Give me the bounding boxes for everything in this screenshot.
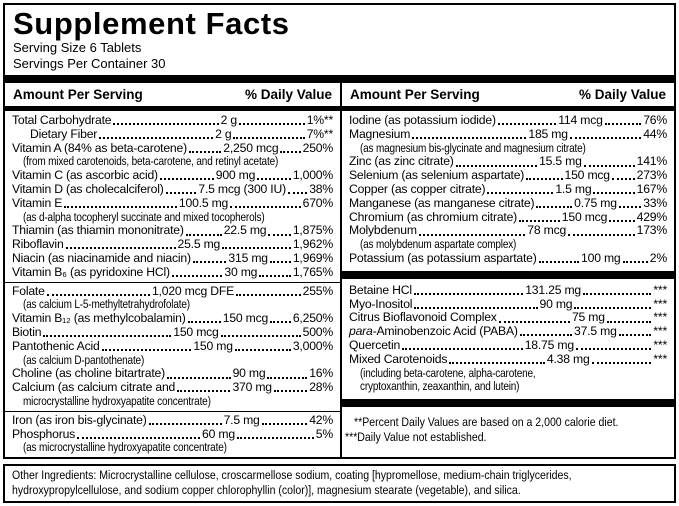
nutrient-name: Calcium (as calcium citrate and bbox=[12, 380, 176, 395]
nutrient-source-note bbox=[5, 395, 340, 409]
nutrient-row bbox=[342, 169, 674, 183]
dotted-leader bbox=[172, 275, 223, 277]
nutrient-name: para-Aminobenzoic Acid (PABA) bbox=[349, 324, 518, 339]
thin-divider bbox=[5, 411, 340, 412]
nutrient-name: Vitamin E bbox=[12, 195, 63, 210]
nutrient-amount: 1.5 mg bbox=[555, 181, 592, 196]
dotted-leader bbox=[233, 137, 304, 139]
column-header-right bbox=[342, 83, 674, 106]
nutrient-name: Folate bbox=[12, 283, 45, 298]
dotted-leader bbox=[267, 377, 307, 379]
amount-per-serving-header: Amount Per Serving bbox=[350, 87, 480, 102]
dotted-leader bbox=[188, 321, 221, 323]
nutrient-row bbox=[342, 284, 674, 298]
nutrient-daily-value: 429% bbox=[636, 209, 667, 224]
nutrient-row bbox=[5, 183, 340, 197]
nutrient-amount: 22.5 mg bbox=[223, 223, 267, 238]
nutrient-daily-value: 16% bbox=[309, 366, 333, 381]
footnote-not-established bbox=[345, 430, 666, 445]
nutrient-source-note-text: (as calcium L-5-methyltetrahydrofolate) bbox=[23, 297, 190, 312]
nutrient-amount: 150 mcg bbox=[173, 324, 219, 339]
amount-per-serving-header: Amount Per Serving bbox=[13, 87, 143, 102]
nutrient-daily-value: 273% bbox=[636, 168, 667, 183]
dotted-leader bbox=[619, 334, 652, 336]
nutrient-daily-value: 44% bbox=[643, 126, 667, 141]
dotted-leader bbox=[402, 348, 523, 350]
other-ingredients-box bbox=[3, 464, 676, 503]
dotted-leader bbox=[583, 293, 651, 295]
dotted-leader bbox=[574, 307, 651, 309]
nutrient-source-note-text: cryptoxanthin, zeaxanthin, and lutein) bbox=[360, 379, 520, 394]
dotted-leader bbox=[167, 377, 231, 379]
nutrient-row bbox=[342, 128, 674, 142]
nutrient-name: Myo-Inositol bbox=[349, 296, 413, 311]
nutrient-daily-value: 6,250% bbox=[292, 311, 333, 326]
nutrient-amount: 7.5 mg bbox=[223, 412, 260, 427]
nutrient-name: Mixed Carotenoids bbox=[349, 351, 448, 366]
nutrient-daily-value: 76% bbox=[643, 113, 667, 127]
nutrient-amount: 78 mcg bbox=[527, 223, 567, 238]
nutrient-amount: 315 mg bbox=[228, 250, 268, 265]
dotted-leader bbox=[584, 165, 635, 167]
nutrient-source-note-text: (from mixed carotenoids, beta-carotene, and retinyl acetate) bbox=[23, 154, 279, 169]
dotted-leader bbox=[236, 294, 301, 296]
nutrient-amount: 2,250 mcg bbox=[223, 140, 279, 155]
daily-value-header: % Daily Value bbox=[578, 87, 666, 102]
nutrient-row bbox=[342, 311, 674, 325]
dotted-leader bbox=[607, 321, 652, 323]
nutrient-daily-value: 670% bbox=[302, 195, 333, 210]
nutrient-daily-value: 255% bbox=[302, 283, 333, 298]
nutrient-daily-value: 42% bbox=[309, 412, 333, 427]
nutrient-name: Pantothenic Acid bbox=[12, 338, 100, 353]
dotted-leader bbox=[222, 247, 291, 249]
dotted-leader bbox=[592, 362, 652, 364]
nutrient-row bbox=[5, 169, 340, 183]
nutrient-daily-value: 28% bbox=[309, 380, 333, 395]
nutrient-source-note-text: (as d-alpha tocopheryl succinate and mixed tocopherols) bbox=[23, 209, 265, 224]
dotted-leader bbox=[612, 178, 635, 180]
nutrient-source-note-text: (as molybdenum aspartate complex) bbox=[360, 237, 517, 252]
nutrient-amount: 900 mg bbox=[215, 168, 256, 183]
nutrient-name: Zinc (as zinc citrate) bbox=[349, 154, 454, 169]
dotted-leader bbox=[64, 206, 177, 208]
dotted-leader bbox=[449, 362, 545, 364]
nutrient-name: Molybdenum bbox=[349, 223, 417, 238]
nutrient-source-note bbox=[5, 298, 340, 312]
nutrient-daily-value: 1,962% bbox=[292, 237, 333, 252]
nutrient-row bbox=[5, 312, 340, 326]
dotted-leader bbox=[102, 349, 192, 351]
other-ingredients-line-2 bbox=[12, 483, 667, 498]
dotted-leader bbox=[113, 123, 218, 125]
dotted-leader bbox=[412, 137, 526, 139]
nutrient-row bbox=[342, 197, 674, 211]
dotted-leader bbox=[539, 261, 579, 263]
dotted-leader bbox=[576, 348, 651, 350]
dotted-leader bbox=[189, 151, 221, 153]
nutrient-name: Total Carbohydrate bbox=[12, 113, 112, 127]
nutrient-daily-value: 500% bbox=[302, 324, 333, 339]
nutrient-row bbox=[5, 326, 340, 340]
nutrient-name: Vitamin A (84% as beta-carotene) bbox=[12, 140, 187, 155]
nutrient-amount: 0.75 mg bbox=[574, 195, 617, 210]
section-divider-bar bbox=[342, 399, 674, 407]
dotted-leader bbox=[262, 423, 308, 425]
serving-size-line: Serving Size 6 Tablets bbox=[13, 40, 142, 55]
nutrient-rows-right bbox=[342, 111, 674, 412]
nutrient-name: Biotin bbox=[12, 324, 42, 339]
nutrient-amount: 25.5 mg bbox=[177, 237, 221, 252]
italic-prefix: para bbox=[349, 324, 373, 339]
nutrient-name: Potassium (as potassium aspartate) bbox=[349, 250, 537, 265]
nutrient-row bbox=[5, 252, 340, 266]
nutrient-row bbox=[5, 414, 340, 428]
facts-column-right bbox=[342, 83, 674, 457]
column-header-left bbox=[5, 83, 340, 106]
nutrient-row bbox=[342, 114, 674, 128]
supplement-label bbox=[3, 3, 676, 503]
nutrient-row bbox=[342, 252, 674, 266]
other-ingredients-line-1 bbox=[12, 468, 667, 483]
nutrient-amount: 90 mg bbox=[539, 296, 573, 311]
dotted-leader bbox=[414, 307, 537, 309]
nutrient-daily-value: 1,875% bbox=[292, 223, 333, 238]
dotted-leader bbox=[221, 335, 301, 337]
dotted-leader bbox=[536, 206, 572, 208]
nutrient-amount: 2 g bbox=[220, 113, 237, 127]
panel-title: Supplement Facts bbox=[13, 6, 290, 41]
servings-per-container-line: Servings Per Container 30 bbox=[13, 55, 166, 71]
nutrient-name: Chromium (as chromium citrate) bbox=[349, 209, 518, 224]
nutrient-amount: 2 g bbox=[215, 126, 232, 141]
nutrient-daily-value: 173% bbox=[636, 223, 667, 238]
dotted-leader bbox=[149, 423, 222, 425]
nutrient-source-note bbox=[342, 142, 674, 156]
nutrient-daily-value: 7%** bbox=[306, 126, 333, 141]
nutrient-row bbox=[5, 197, 340, 211]
nutrient-name: Citrus Bioflavonoid Complex bbox=[349, 310, 497, 325]
nutrient-amount: 18.75 mg bbox=[524, 337, 574, 352]
nutrient-row bbox=[342, 224, 674, 238]
nutrient-row bbox=[342, 353, 674, 367]
nutrient-amount: 1,020 mcg DFE bbox=[151, 283, 235, 298]
nutrient-amount: 100.5 mg bbox=[178, 195, 229, 210]
nutrient-row bbox=[5, 367, 340, 381]
nutrient-source-note-text: (as calcium D-pantothenate) bbox=[23, 352, 145, 367]
dotted-leader bbox=[487, 192, 553, 194]
nutrient-row bbox=[5, 128, 340, 142]
nutrient-row bbox=[5, 114, 340, 128]
dotted-leader bbox=[619, 206, 641, 208]
nutrient-amount: 150 mcg bbox=[564, 168, 610, 183]
nutrient-name: Vitamin D (as cholecalciferol) bbox=[12, 181, 164, 196]
nutrient-source-note bbox=[5, 211, 340, 225]
dotted-leader bbox=[177, 390, 230, 392]
dotted-leader bbox=[623, 261, 648, 263]
nutrient-daily-value: *** bbox=[653, 324, 667, 339]
dotted-leader bbox=[270, 261, 291, 263]
dotted-leader bbox=[66, 247, 176, 249]
nutrient-amount: 370 mg bbox=[232, 380, 272, 395]
nutrient-name: Betaine HCl bbox=[349, 282, 412, 297]
nutrient-amount: 30 mg bbox=[224, 264, 258, 279]
nutrient-amount: 185 mg bbox=[528, 126, 568, 141]
nutrient-name: Thiamin (as thiamin mononitrate) bbox=[12, 223, 184, 238]
nutrient-daily-value: *** bbox=[653, 337, 667, 352]
nutrient-amount: 114 mcg bbox=[558, 113, 603, 127]
facts-column-left bbox=[5, 83, 342, 457]
nutrient-daily-value: *** bbox=[653, 351, 667, 366]
dotted-leader bbox=[160, 178, 214, 180]
nutrient-source-note bbox=[342, 238, 674, 252]
nutrient-name: Vitamin B₆ (as pyridoxine HCl) bbox=[12, 264, 170, 279]
dotted-leader bbox=[259, 275, 291, 277]
dotted-leader bbox=[186, 234, 222, 236]
nutrient-row bbox=[5, 381, 340, 395]
nutrient-row bbox=[342, 298, 674, 312]
nutrient-name: Choline (as choline bitartrate) bbox=[12, 366, 165, 381]
nutrient-amount: 90 mg bbox=[232, 366, 266, 381]
dotted-leader bbox=[519, 220, 560, 222]
nutrient-source-note bbox=[342, 380, 674, 394]
footnote-daily-values-text: **Percent Daily Values are based on a 2,000 calorie diet. bbox=[354, 415, 619, 430]
nutrient-amount: 15.5 mg bbox=[539, 154, 582, 169]
nutrient-daily-value: 38% bbox=[309, 181, 333, 196]
nutrient-daily-value: 3,000% bbox=[292, 338, 333, 353]
footnote-not-established-text: ***Daily Value not established. bbox=[345, 430, 487, 445]
nutrient-name: Iron (as iron bis-glycinate) bbox=[12, 412, 147, 427]
nutrient-row bbox=[342, 155, 674, 169]
dotted-leader bbox=[230, 206, 300, 208]
nutrient-amount: 131.25 mg bbox=[525, 282, 581, 297]
dotted-leader bbox=[235, 349, 291, 351]
nutrient-source-note-text: (including beta-carotene, alpha-carotene, bbox=[360, 365, 536, 380]
other-ingredients-text-1: Other Ingredients: Microcrystalline cellulose, croscarmellose sodium, coating [hypromellose, medium-chain triglycerides, bbox=[12, 468, 572, 482]
dotted-leader bbox=[419, 234, 526, 236]
nutrient-daily-value: *** bbox=[653, 282, 667, 297]
nutrient-name: Selenium (as selenium aspartate) bbox=[349, 168, 525, 183]
label-header bbox=[5, 5, 674, 71]
nutrient-amount: 150 mcg bbox=[561, 209, 608, 224]
nutrient-source-note bbox=[5, 354, 340, 368]
nutrient-row bbox=[5, 224, 340, 238]
dotted-leader bbox=[498, 123, 556, 125]
footnotes bbox=[342, 412, 674, 445]
facts-columns bbox=[5, 83, 674, 457]
dotted-leader bbox=[288, 192, 307, 194]
nutrient-source-note-text: (as magnesium bis-glycinate and magnesium citrate) bbox=[360, 140, 586, 155]
dotted-leader bbox=[593, 192, 634, 194]
nutrient-row bbox=[5, 428, 340, 442]
nutrient-name: Magnesium bbox=[349, 126, 411, 141]
nutrient-name: Phosphorus bbox=[12, 426, 76, 441]
nutrient-daily-value: 1,765% bbox=[292, 264, 333, 279]
dotted-leader bbox=[499, 321, 570, 323]
other-ingredients-text-2: hydroxypropylcellulose, and sodium copper chlorophyllin (color)], magnesium stearate (vegetable), and silica. bbox=[12, 483, 521, 497]
nutrient-row bbox=[5, 285, 340, 299]
nutrient-row bbox=[5, 340, 340, 354]
nutrient-name: Iodine (as potassium iodide) bbox=[349, 113, 496, 127]
section-divider-bar bbox=[342, 271, 674, 279]
nutrient-name: Vitamin C (as ascorbic acid) bbox=[12, 168, 158, 183]
dotted-leader bbox=[414, 293, 523, 295]
dotted-leader bbox=[280, 151, 300, 153]
nutrient-amount: 7.5 mcg (300 IU) bbox=[198, 181, 286, 196]
nutrient-name: Quercetin bbox=[349, 337, 401, 352]
nutrient-rows-left bbox=[5, 111, 340, 455]
dotted-leader bbox=[568, 234, 635, 236]
nutrient-amount: 100 mg bbox=[581, 250, 621, 265]
nutrient-amount: 75 mg bbox=[571, 310, 605, 325]
dotted-leader bbox=[609, 220, 634, 222]
nutrient-name: Niacin (as niacinamide and niacin) bbox=[12, 250, 191, 265]
nutrient-amount: 37.5 mg bbox=[574, 324, 617, 339]
dotted-leader bbox=[166, 192, 197, 194]
dotted-leader bbox=[570, 137, 641, 139]
nutrient-daily-value: 1,000% bbox=[292, 168, 333, 183]
nutrient-daily-value: 167% bbox=[636, 181, 667, 196]
nutrient-row bbox=[5, 266, 340, 280]
dotted-leader bbox=[99, 137, 213, 139]
dotted-leader bbox=[270, 321, 291, 323]
nutrient-source-note bbox=[342, 367, 674, 381]
nutrient-source-note bbox=[5, 441, 340, 455]
footnote-daily-values bbox=[345, 415, 666, 430]
dotted-leader bbox=[77, 437, 200, 439]
nutrient-name: Dietary Fiber bbox=[30, 126, 98, 141]
nutrient-name: Vitamin B₁₂ (as methylcobalamin) bbox=[12, 311, 186, 326]
dotted-leader bbox=[237, 437, 314, 439]
supplement-facts-panel bbox=[3, 3, 676, 459]
nutrient-row bbox=[342, 211, 674, 225]
nutrient-daily-value: 1%** bbox=[306, 113, 333, 127]
nutrient-daily-value: 33% bbox=[643, 195, 667, 210]
dotted-leader bbox=[43, 335, 171, 337]
nutrient-source-note-text: microcrystalline hydroxyapatite concentrate) bbox=[23, 393, 211, 408]
nutrient-amount: 60 mg bbox=[202, 426, 235, 441]
nutrient-row bbox=[5, 238, 340, 252]
nutrient-amount: 150 mcg bbox=[222, 311, 269, 326]
thick-divider-bar bbox=[5, 75, 674, 83]
dotted-leader bbox=[274, 390, 307, 392]
thin-divider bbox=[5, 282, 340, 283]
nutrient-daily-value: 1,969% bbox=[292, 250, 333, 265]
nutrient-amount: 150 mg bbox=[193, 338, 233, 353]
dotted-leader bbox=[193, 261, 227, 263]
dotted-leader bbox=[257, 178, 291, 180]
nutrient-row bbox=[5, 142, 340, 156]
nutrient-daily-value: 141% bbox=[636, 154, 667, 169]
nutrient-row bbox=[342, 325, 674, 339]
dotted-leader bbox=[47, 294, 150, 296]
nutrient-row bbox=[342, 339, 674, 353]
nutrient-daily-value: *** bbox=[653, 310, 667, 325]
nutrient-name: Copper (as copper citrate) bbox=[349, 181, 486, 196]
dotted-leader bbox=[526, 178, 562, 180]
daily-value-header: % Daily Value bbox=[244, 87, 332, 102]
dotted-leader bbox=[605, 123, 642, 125]
nutrient-source-note-text: (as microcrystalline hydroxyapatite concentrate) bbox=[23, 440, 227, 455]
nutrient-daily-value: *** bbox=[653, 296, 667, 311]
nutrient-daily-value: 2% bbox=[649, 250, 667, 265]
nutrient-source-note bbox=[5, 155, 340, 169]
nutrient-daily-value: 5% bbox=[315, 426, 333, 441]
dotted-leader bbox=[239, 123, 305, 125]
dotted-leader bbox=[268, 234, 290, 236]
dotted-leader bbox=[520, 334, 572, 336]
dotted-leader bbox=[456, 165, 537, 167]
nutrient-amount: 4.38 mg bbox=[546, 351, 590, 366]
nutrient-name: Manganese (as manganese citrate) bbox=[349, 195, 535, 210]
nutrient-daily-value: 250% bbox=[302, 140, 333, 155]
nutrient-row bbox=[342, 183, 674, 197]
nutrient-name: Riboflavin bbox=[12, 237, 64, 252]
